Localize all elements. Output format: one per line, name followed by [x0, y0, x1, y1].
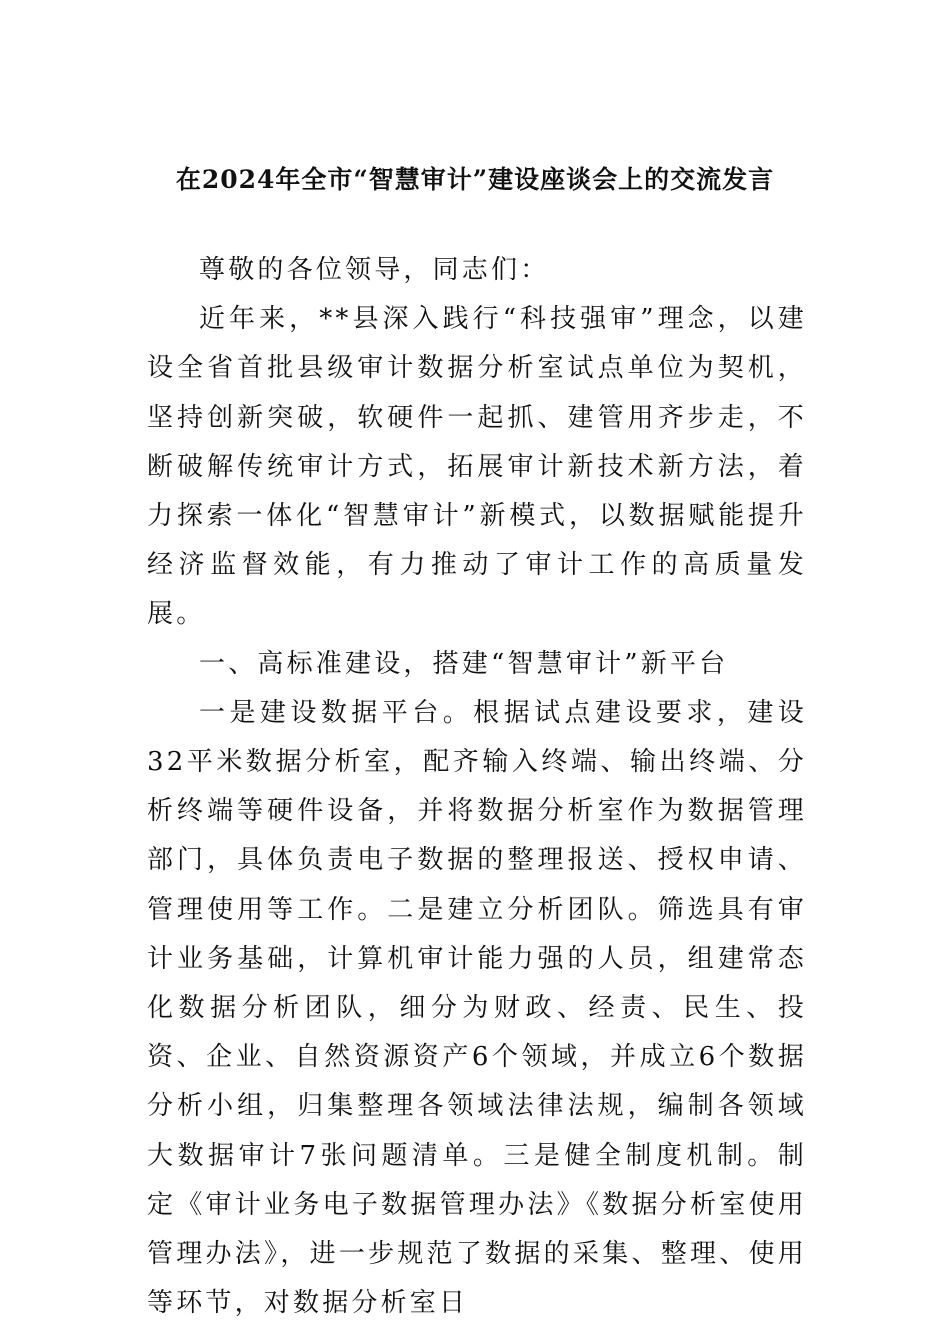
intro-paragraph: 近年来，**县深入践行“科技强审”理念，以建设全省首批县级审计数据分析室试点单位为契机，坚持创新突破，软硬件一起抓、建管用齐步走，不断破解传统审计方式，拓展审计新技术新方法，着力探索一体化“智慧审计”新模式，以数据赋能提升经济监督效能，有力推动了审计工作的高质量发展。 [147, 304, 807, 630]
salutation-paragraph: 尊敬的各位领导，同志们： [199, 255, 550, 285]
document-body [147, 246, 807, 1328]
body-paragraph: 一是建设数据平台。根据试点建设要求，建设32平米数据分析室，配齐输入终端、输出终端、分析终端等硬件设备，并将数据分析室作为数据管理部门，具体负责电子数据的整理报送、授权申请、管理使用等工作。二是建立分析团队。筛选具有审计业务基础，计算机审计能力强的人员，组建常态化数据分析团队，细分为财政、经责、民生、投资、企业、自然资源资产6个领域，并成立6个数据分析小组，归集整理各领域法律法规，编制各领域大数据审计7张问题清单。三是健全制度机制。制定《审计业务电子数据管理办法》《数据分析室使用管理办法》，进一步规范了数据的采集、整理、使用等环节，对数据分析室日 [147, 697, 807, 1319]
section-heading: 一、高标准建设，搭建“智慧审计”新平台 [199, 648, 729, 679]
document-title: 在2024年全市“智慧审计”建设座谈会上的交流发言 [175, 165, 775, 194]
